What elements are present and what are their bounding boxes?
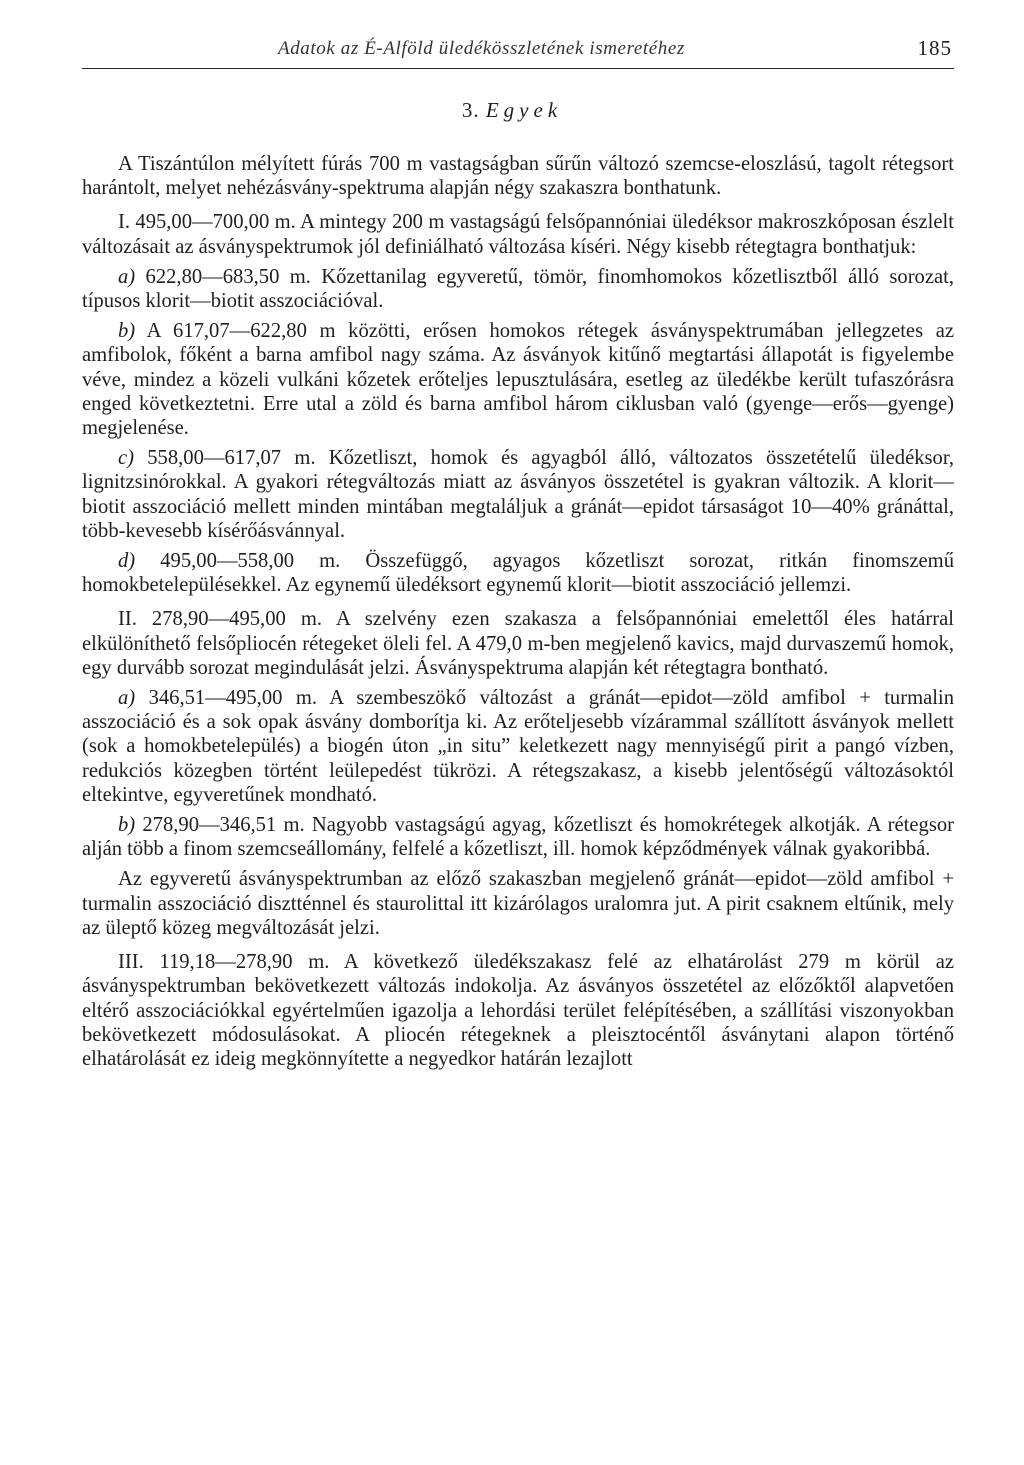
paragraph-text: II. 278,90—495,00 m. A szelvény ezen szakasza a felsőpannóniai emelettől éles határral elkülöníthető felsőpliocén rétegeket öleli fel. A 479,0 m-ben megjelenő kavics, majd durvaszemű homok, egy durvább sorozat megindulását jelzi. Ásványspektruma alapján két rétegtagra bontható.: [82, 608, 954, 679]
paragraph: [82, 549, 954, 597]
paragraph-text: A Tiszántúlon mélyített fúrás 700 m vastagságban sűrűn változó szemcse-eloszlású, tagolt rétegsort harántolt, melyet nehézásvány-spektruma alapján négy szakaszra bonthatunk.: [82, 153, 954, 200]
paragraph-text: Az egyveretű ásványspektrumban az előző szakaszban megjelenő gránát—epidot—zöld amfibol + turmalin asszociáció disztténnel és staurolittal itt kizárólagos uralomra jut. A pirit csaknem eltűnik, mely az üleptő közeg megváltozását jelzi.: [82, 868, 954, 939]
item-label: c): [118, 447, 134, 470]
paragraph-text: III. 119,18—278,90 m. A következő üledékszakasz felé az elhatárolást 279 m körül az ásványspektrumban bekövetkezett változás indokolja. Az ásványos összetétel az előzőktől alapvetően eltérő asszociációkkal egyértelműen igazolja a lehordási terület felépítésében, a szállítási viszonyokban bekövetkezett módosulásokat. A pliocén rétegeknek a pleisztocéntől ásványtani alapon történő elhatárolását ez ideig megkönnyítette a negyedkor határán lezajlott: [82, 951, 954, 1070]
item-label: a): [118, 265, 136, 288]
paragraph: [82, 446, 954, 543]
paragraph: [82, 265, 954, 313]
paragraph-text: I. 495,00—700,00 m. A mintegy 200 m vastagságú felsőpannóniai üledéksor makroszkóposan észlelt változásait az ásványspektrumok jól definiálható változása kíséri. Négy kisebb rétegtagra bonthatjuk:: [82, 211, 954, 258]
paragraph: [82, 210, 954, 258]
section-heading: [0, 98, 1024, 123]
paragraph-text: 346,51—495,00 m. A szembeszökő változást a gránát—epidot—zöld amfibol + turmalin asszociáció és a sok opak ásvány domborítja ki. Az erőteljesebb vízárammal szállított ásványok mellett (sok a homokbetelepülés) a biogén úton „in situ” keletkezett nagy mennyiségű pirit a pangó vízben, redukciós közegben történt leülepedést tükrözi. A rétegszakasz, a kisebb jelentőségű változásoktól eltekintve, egyveretűnek mondható.: [82, 687, 954, 806]
section-number: 3.: [461, 98, 480, 122]
paragraph: [82, 319, 954, 440]
paragraph: [82, 152, 954, 200]
paragraph: [82, 950, 954, 1071]
item-label: b): [118, 814, 136, 837]
paragraph-text: 558,00—617,07 m. Kőzetliszt, homok és agyagból álló, változatos összetételű üledéksor, lignitzsinórokkal. A gyakori rétegváltozás miatt az ásványos összetétel is gyakran változik. A klorit—biotit asszociáció mellett minden mintában megtaláljuk a gránát—epidot társaságot 10—40% gránáttal, több-kevesebb kísérőásvánnyal.: [82, 447, 954, 542]
paragraph: [82, 867, 954, 940]
paragraph: [82, 607, 954, 680]
paragraph: [82, 813, 954, 861]
item-label: a): [118, 687, 136, 710]
body-text: [82, 152, 954, 1077]
paragraph: [82, 686, 954, 807]
paragraph-text: 622,80—683,50 m. Kőzettanilag egyveretű, tömör, finomhomokos kőzetlisztből álló sorozat, típusos klorit—biotit asszociációval.: [82, 265, 954, 313]
paragraph-text: 495,00—558,00 m. Összefüggő, agyagos kőzetliszt sorozat, ritkán finomszemű homokbetelepülésekkel. Az egynemű üledéksort egynemű klorit—biotit asszociáció jellemzi.: [82, 550, 954, 597]
section-title: Egyek: [485, 98, 563, 122]
item-label: b): [118, 320, 136, 343]
paragraph-text: 278,90—346,51 m. Nagyobb vastagságú agyag, kőzetliszt és homokrétegek alkotják. A rétegsor alján több a finom szemcseállomány, felfelé a kőzetliszt, ill. homok képződmények válnak gyakoribbá.: [82, 814, 954, 861]
page-header: [82, 36, 954, 69]
item-label: d): [118, 550, 136, 573]
paragraph-text: A 617,07—622,80 m közötti, erősen homokos rétegek ásványspektrumában jellegzetes az amfibolok, főként a barna amfibol nagy száma. Az ásványok kitűnő megtartási állapotát is figyelembe véve, mindez a közeli vulkáni kőzetek erőteljes lepusztulására, esetleg az üledékbe került tufaszórásra enged következtetni. Erre utal a zöld és barna amfibol három ciklusban való (gyenge—erős—gyenge) megjelenése.: [82, 320, 954, 440]
page-number: 185: [917, 36, 952, 60]
running-title: Adatok az É-Alföld üledékösszletének ismeretéhez: [278, 38, 685, 59]
